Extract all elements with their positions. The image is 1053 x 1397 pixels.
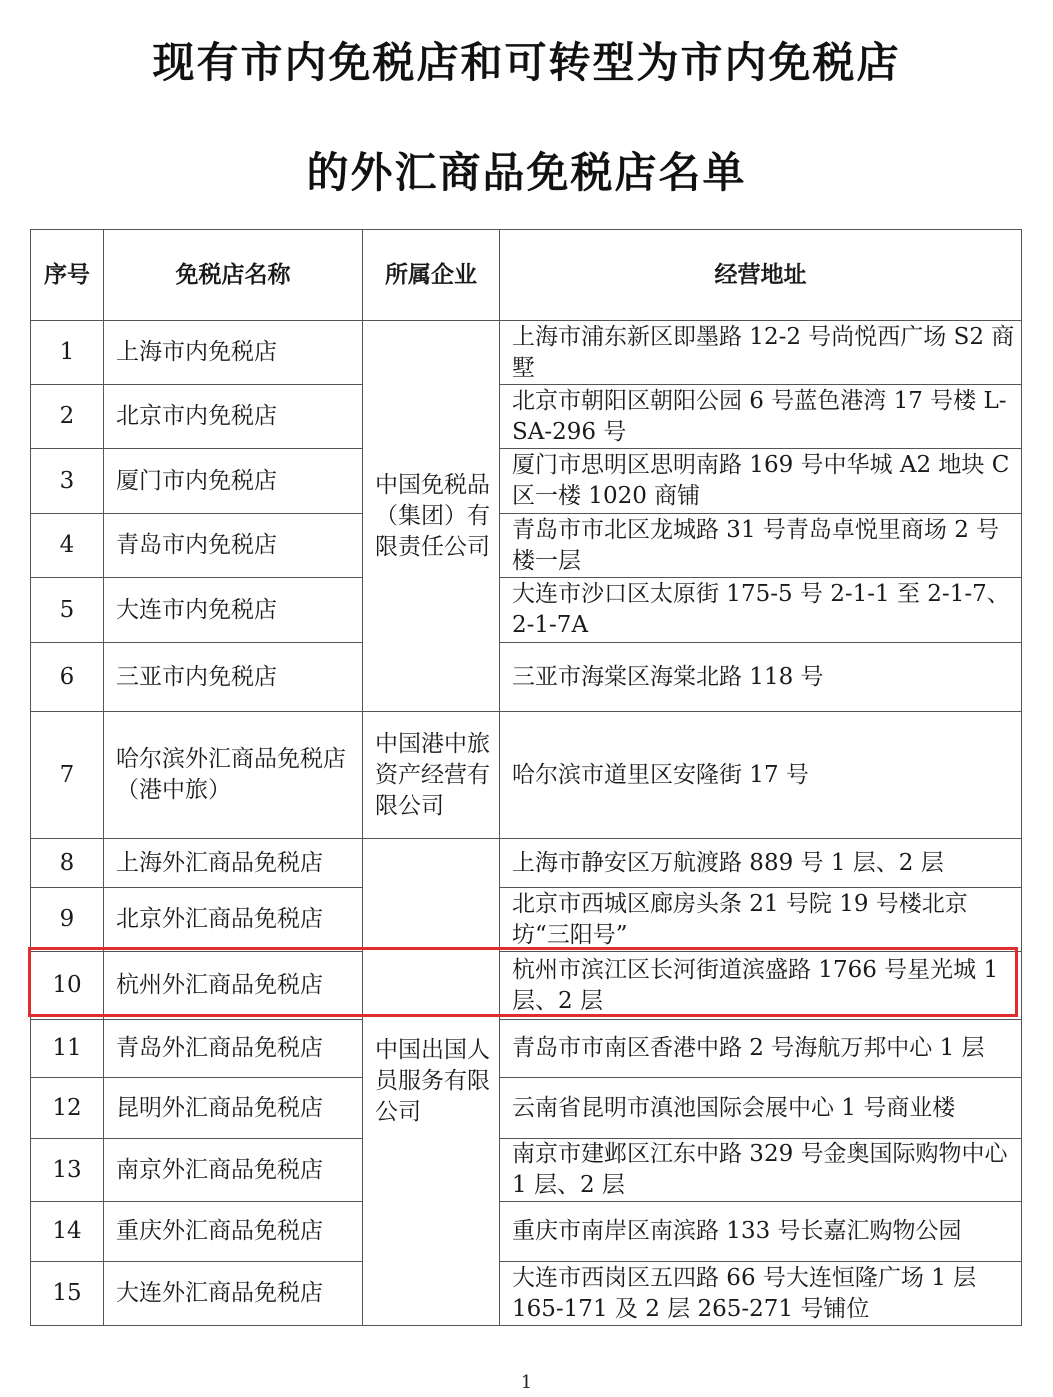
row-no: 7: [31, 712, 104, 839]
document-title-line-2: 的外汇商品免税店名单: [306, 148, 747, 197]
row-address: 北京市朝阳区朝阳公园 6 号蓝色港湾 17 号楼 L-SA-296 号: [500, 385, 1022, 449]
row-name: 哈尔滨外汇商品免税店（港中旅）: [104, 712, 363, 839]
row-name: 重庆外汇商品免税店: [104, 1202, 363, 1262]
row-address: 上海市静安区万航渡路 889 号 1 层、2 层: [500, 839, 1022, 888]
table-row: [31, 952, 1022, 1020]
row-name: 昆明外汇商品免税店: [104, 1078, 363, 1139]
row-name: 三亚市内免税店: [104, 643, 363, 712]
page-number: 1: [520, 1372, 533, 1393]
enterprise-cell: 中国免税品（集团）有限责任公司: [363, 321, 500, 712]
table-row: [31, 578, 1022, 643]
table-row: [31, 385, 1022, 449]
header-no: 序号: [31, 230, 104, 321]
row-no: 12: [31, 1078, 104, 1139]
enterprise-cell: 中国港中旅资产经营有限公司: [363, 712, 500, 839]
row-name: 青岛市内免税店: [104, 514, 363, 578]
row-name: 上海外汇商品免税店: [104, 839, 363, 888]
row-name: 杭州外汇商品免税店: [104, 952, 363, 1020]
row-no: 11: [31, 1020, 104, 1078]
document-title-line-1: 现有市内免税店和可转型为市内免税店: [152, 38, 901, 87]
row-no: 15: [31, 1262, 104, 1326]
row-address: 上海市浦东新区即墨路 12-2 号尚悦西广场 S2 商墅: [500, 321, 1022, 385]
row-address: 青岛市市南区香港中路 2 号海航万邦中心 1 层: [500, 1020, 1022, 1078]
row-address: 哈尔滨市道里区安隆街 17 号: [500, 712, 1022, 839]
row-no: 1: [31, 321, 104, 385]
row-address: 厦门市思明区思明南路 169 号中华城 A2 地块 C 区一楼 1020 商铺: [500, 449, 1022, 514]
row-name: 南京外汇商品免税店: [104, 1139, 363, 1202]
row-address: 北京市西城区廊房头条 21 号院 19 号楼北京坊“三阳号”: [500, 888, 1022, 952]
row-no: 8: [31, 839, 104, 888]
row-address: 杭州市滨江区长河街道滨盛路 1766 号星光城 1 层、2 层: [500, 952, 1022, 1020]
row-address: 大连市沙口区太原街 175-5 号 2-1-1 至 2-1-7、2-1-7A: [500, 578, 1022, 643]
row-address: 云南省昆明市滇池国际会展中心 1 号商业楼: [500, 1078, 1022, 1139]
table-row: [31, 888, 1022, 952]
table-row: [31, 321, 1022, 385]
row-no: 2: [31, 385, 104, 449]
row-name: 上海市内免税店: [104, 321, 363, 385]
row-no: 5: [31, 578, 104, 643]
header-address: 经营地址: [500, 230, 1022, 321]
table-row: [31, 1202, 1022, 1262]
row-no: 9: [31, 888, 104, 952]
table-header-row: [31, 230, 1022, 321]
header-name: 免税店名称: [104, 230, 363, 321]
row-name: 北京市内免税店: [104, 385, 363, 449]
table-row: [31, 514, 1022, 578]
table-row: [31, 839, 1022, 888]
row-no: 6: [31, 643, 104, 712]
row-name: 青岛外汇商品免税店: [104, 1020, 363, 1078]
row-address: 三亚市海棠区海棠北路 118 号: [500, 643, 1022, 712]
row-name: 北京外汇商品免税店: [104, 888, 363, 952]
table-row: [31, 643, 1022, 712]
row-no: 13: [31, 1139, 104, 1202]
table-row: [31, 1139, 1022, 1202]
row-name: 大连外汇商品免税店: [104, 1262, 363, 1326]
row-no: 4: [31, 514, 104, 578]
row-no: 14: [31, 1202, 104, 1262]
row-no: 10: [31, 952, 104, 1020]
table-row: [31, 1020, 1022, 1078]
row-name: 大连市内免税店: [104, 578, 363, 643]
row-address: 重庆市南岸区南滨路 133 号长嘉汇购物公园: [500, 1202, 1022, 1262]
row-address: 青岛市市北区龙城路 31 号青岛卓悦里商场 2 号楼一层: [500, 514, 1022, 578]
table-row: [31, 1262, 1022, 1326]
duty-free-store-table: [30, 229, 1022, 1326]
table-row: [31, 712, 1022, 839]
row-name: 厦门市内免税店: [104, 449, 363, 514]
row-no: 3: [31, 449, 104, 514]
table-row: [31, 1078, 1022, 1139]
enterprise-cell: [363, 839, 500, 1326]
row-address: 南京市建邺区江东中路 329 号金奥国际购物中心 1 层、2 层: [500, 1139, 1022, 1202]
header-enterprise: 所属企业: [363, 230, 500, 321]
row-address: 大连市西岗区五四路 66 号大连恒隆广场 1 层 165-171 及 2 层 265-271 号铺位: [500, 1262, 1022, 1326]
enterprise-name: 中国出国人员服务有限公司: [375, 1037, 490, 1125]
table-row: [31, 449, 1022, 514]
